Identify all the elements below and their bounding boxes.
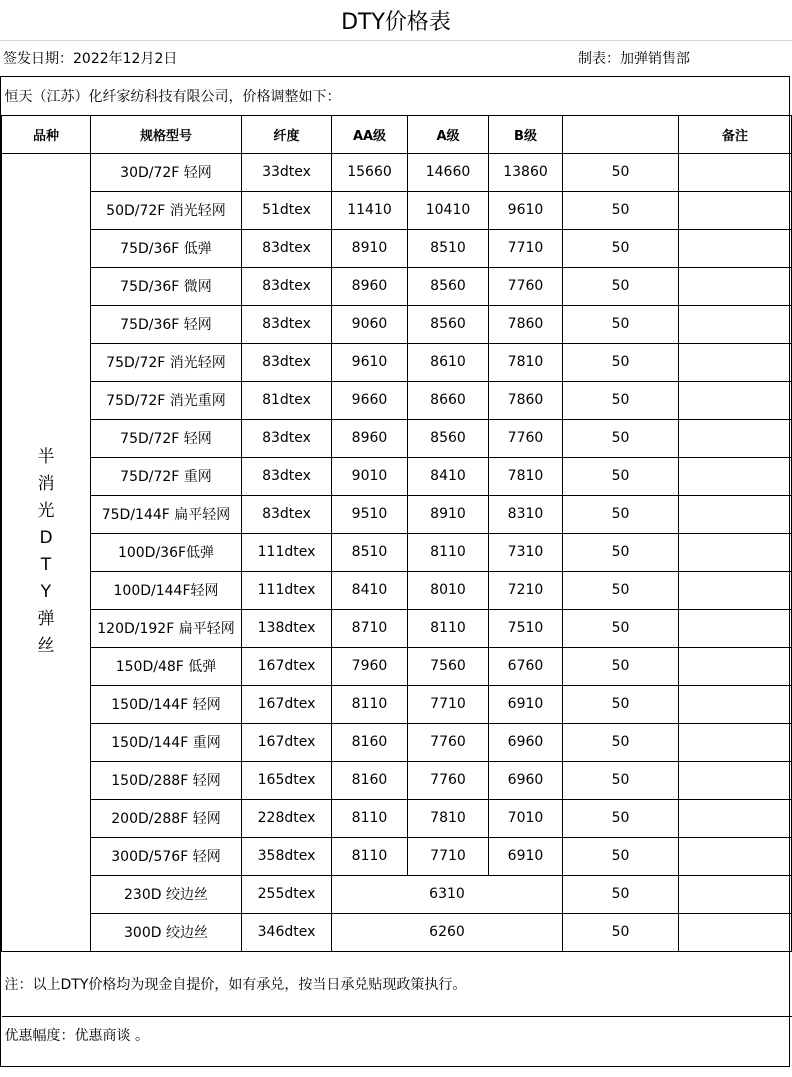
- b-price-cell: 7810: [489, 343, 563, 381]
- fineness-cell: 228dtex: [242, 799, 332, 837]
- extra-cell: 50: [563, 609, 679, 647]
- category-char: 丝: [37, 636, 55, 656]
- fineness-cell: 111dtex: [242, 571, 332, 609]
- fineness-cell: 167dtex: [242, 685, 332, 723]
- fineness-cell: 33dtex: [242, 153, 332, 191]
- a-price-cell: 7710: [408, 685, 489, 723]
- aa-price-cell: 8960: [332, 419, 408, 457]
- remark-cell: [679, 761, 792, 799]
- extra-cell: 50: [563, 191, 679, 229]
- aa-price-cell: 9610: [332, 343, 408, 381]
- remark-cell: [679, 685, 792, 723]
- remark-cell: [679, 153, 792, 191]
- spec-cell: 300D 绞边丝: [91, 913, 242, 951]
- fineness-cell: 83dtex: [242, 457, 332, 495]
- header-a: A级: [408, 115, 489, 153]
- aa-price-cell: 8110: [332, 837, 408, 875]
- b-price-cell: 9610: [489, 191, 563, 229]
- extra-cell: 50: [563, 229, 679, 267]
- remark-cell: [679, 913, 792, 951]
- aa-price-cell: 11410: [332, 191, 408, 229]
- table-row: [2, 191, 792, 229]
- a-price-cell: 8660: [408, 381, 489, 419]
- spec-cell: 150D/144F 轻网: [91, 685, 242, 723]
- table-row: [2, 381, 792, 419]
- fineness-cell: 83dtex: [242, 419, 332, 457]
- category-char: 消: [37, 474, 55, 494]
- spec-cell: 100D/36F低弹: [91, 533, 242, 571]
- extra-cell: 50: [563, 875, 679, 913]
- spec-cell: 200D/288F 轻网: [91, 799, 242, 837]
- spec-cell: 75D/36F 微网: [91, 267, 242, 305]
- fineness-cell: 255dtex: [242, 875, 332, 913]
- aa-price-cell: 8410: [332, 571, 408, 609]
- extra-cell: 50: [563, 761, 679, 799]
- aa-price-cell: 7960: [332, 647, 408, 685]
- header-b: B级: [489, 115, 563, 153]
- fineness-cell: 358dtex: [242, 837, 332, 875]
- table-row: [2, 761, 792, 799]
- remark-cell: [679, 419, 792, 457]
- category-char: T: [40, 555, 52, 575]
- fineness-cell: 81dtex: [242, 381, 332, 419]
- extra-cell: 50: [563, 571, 679, 609]
- b-price-cell: 6960: [489, 723, 563, 761]
- extra-cell: 50: [563, 723, 679, 761]
- header-remark: 备注: [679, 115, 792, 153]
- spec-cell: 75D/72F 重网: [91, 457, 242, 495]
- extra-cell: 50: [563, 153, 679, 191]
- spec-cell: 75D/72F 轻网: [91, 419, 242, 457]
- price-table: [1, 77, 792, 1077]
- fineness-cell: 346dtex: [242, 913, 332, 951]
- aa-price-cell: 8160: [332, 723, 408, 761]
- table-row: [2, 837, 792, 875]
- extra-cell: 50: [563, 799, 679, 837]
- remark-cell: [679, 191, 792, 229]
- b-price-cell: 6910: [489, 837, 563, 875]
- table-row: [2, 457, 792, 495]
- spec-cell: 75D/144F 扁平轻网: [91, 495, 242, 533]
- b-price-cell: 7860: [489, 305, 563, 343]
- extra-cell: 50: [563, 913, 679, 951]
- aa-price-cell: 15660: [332, 153, 408, 191]
- intro-text: 恒天（江苏）化纤家纺科技有限公司，价格调整如下：: [2, 77, 792, 115]
- remark-cell: [679, 457, 792, 495]
- remark-cell: [679, 305, 792, 343]
- table-row: [2, 799, 792, 837]
- table-row: [2, 647, 792, 685]
- category-char: 光: [37, 501, 55, 521]
- spec-cell: 150D/288F 轻网: [91, 761, 242, 799]
- aa-price-cell: 9510: [332, 495, 408, 533]
- remark-cell: [679, 571, 792, 609]
- aa-price-cell: 8510: [332, 533, 408, 571]
- b-price-cell: 6760: [489, 647, 563, 685]
- a-price-cell: 7760: [408, 761, 489, 799]
- page-title: DTY价格表: [0, 0, 792, 41]
- aa-price-cell: 9660: [332, 381, 408, 419]
- extra-cell: 50: [563, 267, 679, 305]
- fineness-cell: 83dtex: [242, 305, 332, 343]
- table-row: [2, 723, 792, 761]
- aa-price-cell: 9010: [332, 457, 408, 495]
- aa-price-cell: 8110: [332, 799, 408, 837]
- category-char: 弹: [37, 609, 55, 629]
- a-price-cell: 8560: [408, 267, 489, 305]
- price-cell: 6260: [332, 913, 563, 951]
- spec-cell: 30D/72F 轻网: [91, 153, 242, 191]
- b-price-cell: 7010: [489, 799, 563, 837]
- spec-cell: 75D/36F 低弹: [91, 229, 242, 267]
- extra-cell: 50: [563, 533, 679, 571]
- header-category: 品种: [2, 115, 91, 153]
- b-price-cell: 13860: [489, 153, 563, 191]
- price-sheet: [0, 76, 790, 1067]
- table-row: [2, 685, 792, 723]
- spec-cell: 300D/576F 轻网: [91, 837, 242, 875]
- fineness-cell: 83dtex: [242, 343, 332, 381]
- aa-price-cell: 9060: [332, 305, 408, 343]
- remark-cell: [679, 381, 792, 419]
- extra-cell: 50: [563, 381, 679, 419]
- extra-cell: 50: [563, 495, 679, 533]
- remark-cell: [679, 799, 792, 837]
- category-char: D: [39, 528, 53, 548]
- b-price-cell: 6960: [489, 761, 563, 799]
- category-cell: [2, 153, 91, 951]
- remark-cell: [679, 647, 792, 685]
- table-row: [2, 571, 792, 609]
- fineness-cell: 51dtex: [242, 191, 332, 229]
- fineness-cell: 83dtex: [242, 267, 332, 305]
- table-row: [2, 153, 792, 191]
- remark-cell: [679, 837, 792, 875]
- remark-cell: [679, 723, 792, 761]
- fineness-cell: 167dtex: [242, 723, 332, 761]
- table-row: [2, 305, 792, 343]
- b-price-cell: 7210: [489, 571, 563, 609]
- b-price-cell: 7810: [489, 457, 563, 495]
- a-price-cell: 8910: [408, 495, 489, 533]
- issue-date: 签发日期：2022年12月2日: [3, 51, 178, 67]
- table-row: [2, 419, 792, 457]
- remark-cell: [679, 533, 792, 571]
- table-row: [2, 267, 792, 305]
- spec-cell: 75D/36F 轻网: [91, 305, 242, 343]
- b-price-cell: 8310: [489, 495, 563, 533]
- remark-cell: [679, 495, 792, 533]
- extra-cell: 50: [563, 305, 679, 343]
- header-blank: [563, 115, 679, 153]
- footnote: 注：以上DTY价格均为现金自提价，如有承兑，按当日承兑贴现政策执行。: [2, 951, 792, 1016]
- a-price-cell: 8510: [408, 229, 489, 267]
- b-price-cell: 7760: [489, 419, 563, 457]
- aa-price-cell: 8910: [332, 229, 408, 267]
- remark-cell: [679, 229, 792, 267]
- aa-price-cell: 8160: [332, 761, 408, 799]
- b-price-cell: 7510: [489, 609, 563, 647]
- spec-cell: 150D/48F 低弹: [91, 647, 242, 685]
- made-by: 制表：加弹销售部: [578, 51, 690, 67]
- extra-cell: 50: [563, 837, 679, 875]
- a-price-cell: 8410: [408, 457, 489, 495]
- aa-price-cell: 8110: [332, 685, 408, 723]
- a-price-cell: 8110: [408, 609, 489, 647]
- fineness-cell: 111dtex: [242, 533, 332, 571]
- a-price-cell: 8560: [408, 305, 489, 343]
- extra-cell: 50: [563, 647, 679, 685]
- extra-cell: 50: [563, 457, 679, 495]
- remark-cell: [679, 343, 792, 381]
- table-row: [2, 229, 792, 267]
- aa-price-cell: 8710: [332, 609, 408, 647]
- a-price-cell: 7760: [408, 723, 489, 761]
- category-label: [2, 444, 90, 660]
- a-price-cell: 7810: [408, 799, 489, 837]
- aa-price-cell: 8960: [332, 267, 408, 305]
- price-cell: 6310: [332, 875, 563, 913]
- header-row: [2, 115, 792, 153]
- table-row: [2, 533, 792, 571]
- a-price-cell: 8560: [408, 419, 489, 457]
- spec-cell: 120D/192F 扁平轻网: [91, 609, 242, 647]
- table-row: [2, 875, 792, 913]
- remark-cell: [679, 609, 792, 647]
- a-price-cell: 7560: [408, 647, 489, 685]
- table-row: [2, 343, 792, 381]
- table-row: [2, 495, 792, 533]
- b-price-cell: 7760: [489, 267, 563, 305]
- extra-cell: 50: [563, 685, 679, 723]
- a-price-cell: 8110: [408, 533, 489, 571]
- table-row: [2, 913, 792, 951]
- remark-cell: [679, 267, 792, 305]
- category-char: 半: [37, 447, 55, 467]
- b-price-cell: 7860: [489, 381, 563, 419]
- table-row: [2, 609, 792, 647]
- b-price-cell: 7310: [489, 533, 563, 571]
- fineness-cell: 138dtex: [242, 609, 332, 647]
- fineness-cell: 165dtex: [242, 761, 332, 799]
- spec-cell: 50D/72F 消光轻网: [91, 191, 242, 229]
- category-char: Y: [40, 582, 52, 602]
- a-price-cell: 10410: [408, 191, 489, 229]
- b-price-cell: 7710: [489, 229, 563, 267]
- extra-cell: 50: [563, 343, 679, 381]
- a-price-cell: 8010: [408, 571, 489, 609]
- extra-cell: 50: [563, 419, 679, 457]
- spec-cell: 100D/144F轻网: [91, 571, 242, 609]
- fineness-cell: 83dtex: [242, 229, 332, 267]
- a-price-cell: 8610: [408, 343, 489, 381]
- b-price-cell: 6910: [489, 685, 563, 723]
- remark-cell: [679, 875, 792, 913]
- header-spec: 规格型号: [91, 115, 242, 153]
- fineness-cell: 83dtex: [242, 495, 332, 533]
- a-price-cell: 7710: [408, 837, 489, 875]
- spec-cell: 230D 绞边丝: [91, 875, 242, 913]
- spec-cell: 75D/72F 消光重网: [91, 381, 242, 419]
- spec-cell: 75D/72F 消光轻网: [91, 343, 242, 381]
- fineness-cell: 167dtex: [242, 647, 332, 685]
- header-aa: AA级: [332, 115, 408, 153]
- spec-cell: 150D/144F 重网: [91, 723, 242, 761]
- a-price-cell: 14660: [408, 153, 489, 191]
- discount-note: 优惠幅度：优惠商谈 。: [2, 1016, 792, 1077]
- header-fineness: 纤度: [242, 115, 332, 153]
